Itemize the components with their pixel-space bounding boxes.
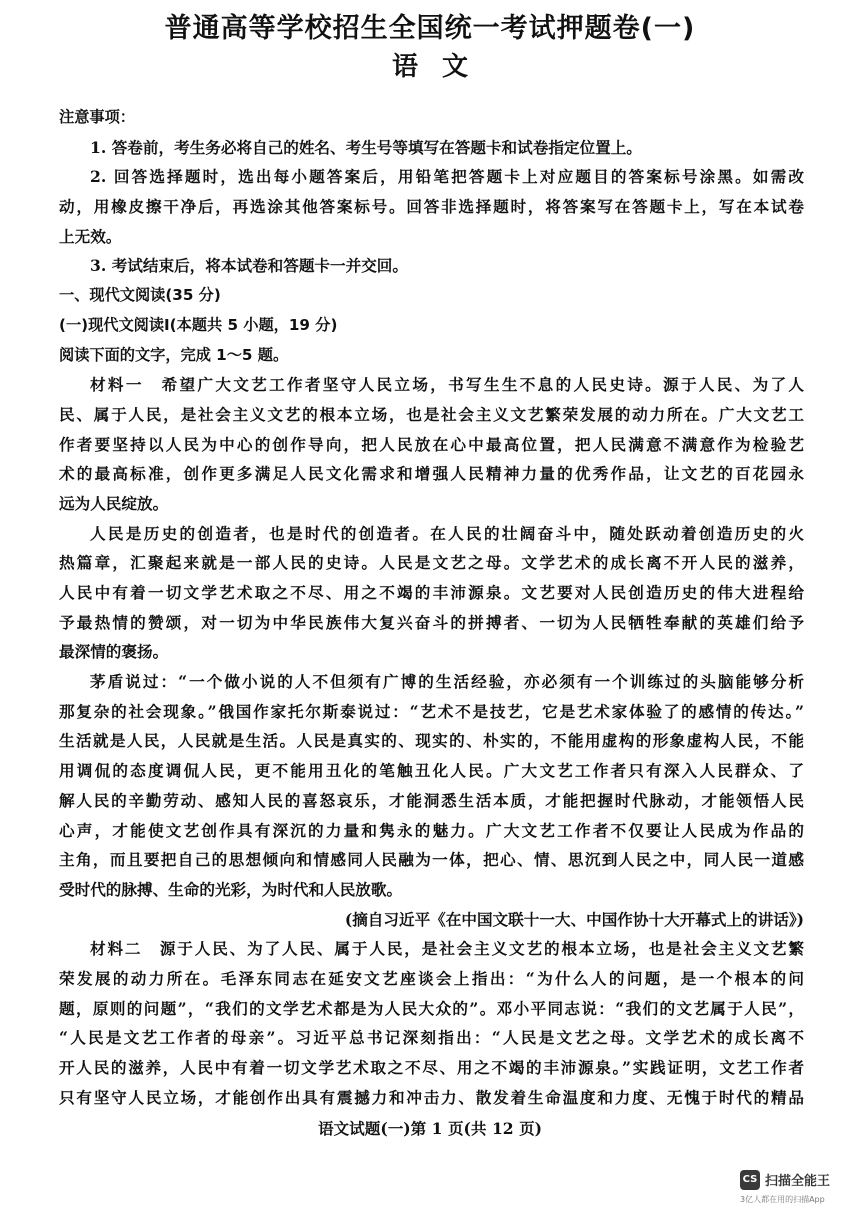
passage-line: 心声，才能使文艺创作具有深沉的力量和隽永的魅力。广大文艺工作者不仅要让人民成为作品的 [59, 820, 804, 840]
subject-title: 语文 [391, 52, 492, 82]
exam-body [59, 103, 804, 1112]
notice-item: 1. 答卷前，考生务必将自己的姓名、考生号等填写在答题卡和试卷指定位置上。 [90, 137, 642, 157]
passage-line: 人民中有着一切文学艺术取之不尽、用之不竭的丰沛源泉。文艺要对人民创造历史的伟大进程给 [59, 583, 804, 602]
notice-item-cont: 上无效。 [59, 226, 122, 246]
passage-line: 民、属于人民，是社会主义文艺的根本立场，也是社会主义文艺繁荣发展的动力所在。广大文艺工 [59, 404, 804, 424]
passage-line: 开人民的滋养，人民中有着一切文学艺术取之不尽、用之不竭的丰沛源泉。”实践证明，文艺工作者 [59, 1058, 804, 1077]
passage-line: 茅盾说过：“一个做小说的人不但须有广博的生活经验，亦必须有一个训练过的头脑能够分析 [90, 672, 804, 692]
subsection-heading: (一)现代文阅读Ⅰ(本题共 5 小题，19 分) [59, 315, 338, 334]
passage-line: 作者要坚持以人民为中心的创作导向，把人民放在心中最高位置，把人民满意不满意作为检验艺 [59, 434, 804, 454]
passage-line: 只有坚守人民立场，才能创作出具有震撼力和冲击力、散发着生命温度和力度、无愧于时代的精品 [59, 1087, 804, 1107]
passage-line: 予最热情的赞颂，对一切为中华民族伟大复兴奋斗的拼搏者、一切为人民牺牲奉献的英雄们给予 [59, 612, 804, 632]
exam-title: 普通高等学校招生全国统一考试押题卷(一) [164, 13, 696, 44]
notice-heading: 注意事项： [59, 108, 135, 126]
passage-line: 解人民的辛勤劳动、感知人民的喜怒哀乐，才能洞悉生活本质，才能把握时代脉动，才能领悟人民 [59, 790, 804, 810]
scanner-watermark [740, 1168, 850, 1208]
notice-item-cont: 动，用橡皮擦干净后，再选涂其他答案标号。回答非选择题时，将答案写在答题卡上，写在本试卷 [59, 197, 804, 217]
passage-line: 那复杂的社会现象。”俄国作家托尔斯泰说过：“艺术不是技艺，它是艺术家体验了的感情的传达。” [59, 701, 804, 721]
reading-instruction: 阅读下面的文字，完成 1～5 题。 [59, 345, 289, 364]
notice-item: 3. 考试结束后，将本试卷和答题卡一并交回。 [90, 256, 408, 276]
watermark-tagline: 3亿人都在用的扫描App [740, 1195, 825, 1204]
camscanner-logo-icon: CS [740, 1170, 760, 1190]
watermark-app-name: 扫描全能王 [765, 1174, 831, 1189]
passage-line: 最深情的褒扬。 [59, 642, 169, 662]
passage-line: 生活就是人民，人民就是生活。人民是真实的、现实的、朴实的，不能用虚构的形象虚构人民，不能 [59, 731, 804, 751]
notice-item: 2. 回答选择题时，选出每小题答案后，用铅笔把答题卡上对应题目的答案标号涂黑。如需改 [90, 167, 804, 187]
passage-line: 用调侃的态度调侃人民，更不能用丑化的笔触丑化人民。广大文艺工作者只有深入人民群众、了 [59, 761, 804, 781]
source-citation: (摘自习近平《在中国文联十一大、中国作协十大开幕式上的讲话》) [344, 909, 804, 929]
section-heading: 一、现代文阅读(35 分) [59, 286, 221, 305]
passage-line: 材料二 源于人民、为了人民、属于人民，是社会主义文艺的根本立场，也是社会主义文艺繁 [90, 939, 804, 959]
passage-line: 远为人民绽放。 [59, 493, 169, 513]
page-footer: 语文试题(一)第 1 页(共 12 页) [317, 1119, 543, 1138]
passage-line: 主角，而且要把自己的思想倾向和情感同人民融为一体，把心、情、思沉到人民之中，同人民一道感 [59, 850, 804, 870]
passage-line: 术的最高标准，创作更多满足人民文化需求和增强人民精神力量的优秀作品，让文艺的百花园永 [59, 464, 804, 484]
passage-line: 材料一 希望广大文艺工作者坚守人民立场，书写生生不息的人民史诗。源于人民、为了人 [90, 375, 804, 395]
passage-line: 受时代的脉搏、生命的光彩，为时代和人民放歌。 [59, 879, 403, 899]
passage-line: 热篇章，汇聚起来就是一部人民的史诗。人民是文艺之母。文学艺术的成长离不开人民的滋养， [59, 553, 804, 573]
passage-line: 荣发展的动力所在。毛泽东同志在延安文艺座谈会上指出：“为什么人的问题，是一个根本的问 [59, 968, 804, 988]
passage-line: “人民是文艺工作者的母亲”。习近平总书记深刻指出：“人民是文艺之母。文学艺术的成长离不 [59, 1028, 804, 1048]
passage-line: 人民是历史的创造者，也是时代的创造者。在人民的壮阔奋斗中，随处跃动着创造历史的火 [90, 523, 804, 543]
passage-line: 题，原则的问题”，“我们的文学艺术都是为人民大众的”。邓小平同志说：“我们的文艺属于人民”， [59, 998, 804, 1018]
